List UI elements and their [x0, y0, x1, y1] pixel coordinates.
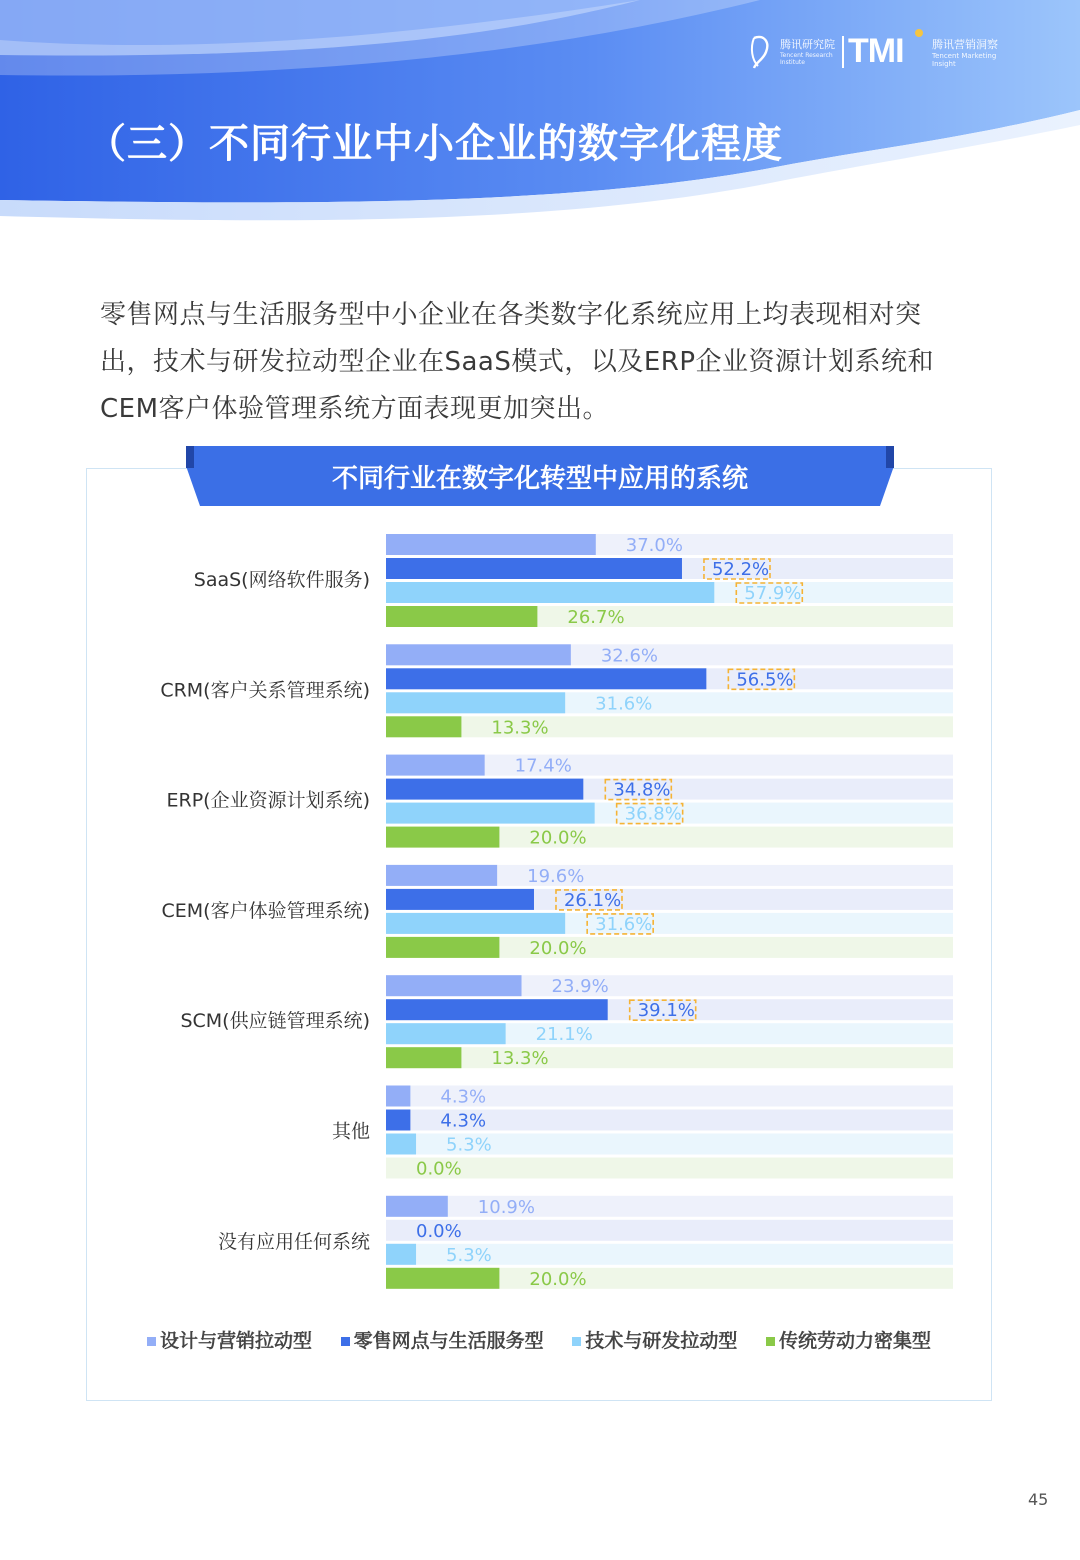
bar-track — [386, 716, 953, 737]
legend-item — [572, 1326, 737, 1353]
data-label: 34.8% — [613, 779, 671, 801]
bar — [386, 803, 595, 824]
data-label: 21.1% — [535, 1024, 593, 1046]
bar — [386, 913, 565, 934]
category-label: SaaS(网络软件服务) — [193, 569, 370, 591]
data-label: 0.0% — [416, 1220, 462, 1242]
bar-track — [386, 1047, 953, 1068]
bar — [386, 1268, 499, 1289]
data-label: 5.3% — [446, 1134, 492, 1156]
logo-right-cn: 腾讯营销洞察 — [932, 38, 998, 51]
legend-label: 设计与营销拉动型 — [160, 1330, 313, 1352]
bar-track — [386, 1220, 953, 1241]
tmi-logo: TMI — [848, 32, 904, 70]
bar — [386, 534, 596, 555]
legend-swatch — [147, 1337, 156, 1346]
data-label: 0.0% — [416, 1158, 462, 1180]
data-label: 13.3% — [491, 717, 549, 739]
chart-title: 不同行业在数字化转型中应用的系统 — [331, 464, 748, 494]
bar — [386, 1196, 448, 1217]
data-label: 23.9% — [551, 976, 609, 998]
section-title: （三）不同行业中小企业的数字化程度 — [86, 121, 783, 167]
bar — [386, 668, 706, 689]
bar — [386, 1110, 410, 1131]
data-label: 32.6% — [600, 645, 659, 667]
data-label: 39.1% — [637, 1000, 695, 1022]
logo-left-en: Tencent Research Institute — [780, 52, 833, 66]
legend-label: 传统劳动力密集型 — [778, 1330, 931, 1352]
bar-track — [386, 1196, 953, 1217]
chart-legend — [86, 1326, 992, 1353]
legend-label: 技术与研发拉动型 — [585, 1330, 738, 1352]
data-label: 19.6% — [527, 865, 585, 887]
bar — [386, 558, 682, 579]
data-label: 4.3% — [440, 1086, 487, 1108]
bar — [386, 1134, 416, 1155]
category-label: ERP(企业资源计划系统) — [166, 789, 370, 812]
data-label: 31.6% — [595, 913, 653, 935]
intro-line: 零售网点与生活服务型中小企业在各类数字化系统应用上均表现相对突 — [100, 300, 922, 330]
bar — [386, 827, 499, 848]
legend-swatch — [341, 1337, 350, 1346]
bar — [386, 1023, 506, 1044]
bar — [386, 644, 571, 665]
bar-track — [386, 1158, 953, 1179]
bar — [386, 937, 499, 958]
legend-item — [341, 1326, 544, 1353]
data-label: 37.0% — [625, 535, 683, 556]
data-label: 36.8% — [624, 803, 682, 825]
bar — [386, 582, 714, 603]
legend-label: 零售网点与生活服务型 — [353, 1330, 544, 1352]
legend-swatch — [766, 1337, 775, 1346]
page-number: 45 — [1028, 1490, 1049, 1509]
data-label: 13.3% — [491, 1048, 549, 1070]
category-label: SCM(供应链管理系统) — [180, 1010, 370, 1033]
data-label: 20.0% — [529, 827, 587, 849]
data-label: 57.9% — [744, 583, 802, 604]
bar — [386, 999, 608, 1020]
category-label: CEM(客户体验管理系统) — [161, 899, 370, 922]
bar — [386, 975, 522, 996]
bar — [386, 692, 565, 713]
intro-line: 出，技术与研发拉动型企业在SaaS模式，以及ERP企业资源计划系统和 — [100, 347, 935, 377]
category-label: CRM(客户关系管理系统) — [160, 679, 370, 702]
data-label: 20.0% — [529, 937, 587, 959]
data-label: 26.1% — [563, 889, 622, 911]
bar — [386, 1086, 410, 1107]
bar — [386, 606, 537, 627]
logo-right-en: Tencent Marketing Insight — [932, 52, 997, 68]
data-label: 17.4% — [514, 755, 572, 777]
data-label: 31.6% — [595, 693, 653, 715]
bar — [386, 716, 461, 737]
bar — [386, 1244, 416, 1265]
data-label: 56.5% — [736, 669, 794, 691]
bar — [386, 779, 583, 800]
bar — [386, 755, 485, 776]
data-label: 5.3% — [446, 1244, 492, 1266]
bar — [386, 889, 534, 910]
data-label: 4.3% — [440, 1110, 487, 1132]
data-label: 10.9% — [477, 1196, 535, 1218]
data-label: 20.0% — [529, 1268, 587, 1290]
category-label: 其他 — [331, 1120, 370, 1143]
legend-swatch — [572, 1337, 581, 1346]
data-label: 26.7% — [567, 607, 625, 628]
logo-left-cn: 腾讯研究院 — [780, 38, 835, 51]
legend-item — [147, 1326, 312, 1353]
bar — [386, 865, 497, 886]
intro-line: CEM客户体验管理系统方面表现更加突出。 — [100, 394, 610, 424]
category-label: 没有应用任何系统 — [217, 1230, 370, 1253]
legend-item — [766, 1326, 931, 1353]
data-label: 52.2% — [711, 559, 770, 580]
bar — [386, 1047, 461, 1068]
